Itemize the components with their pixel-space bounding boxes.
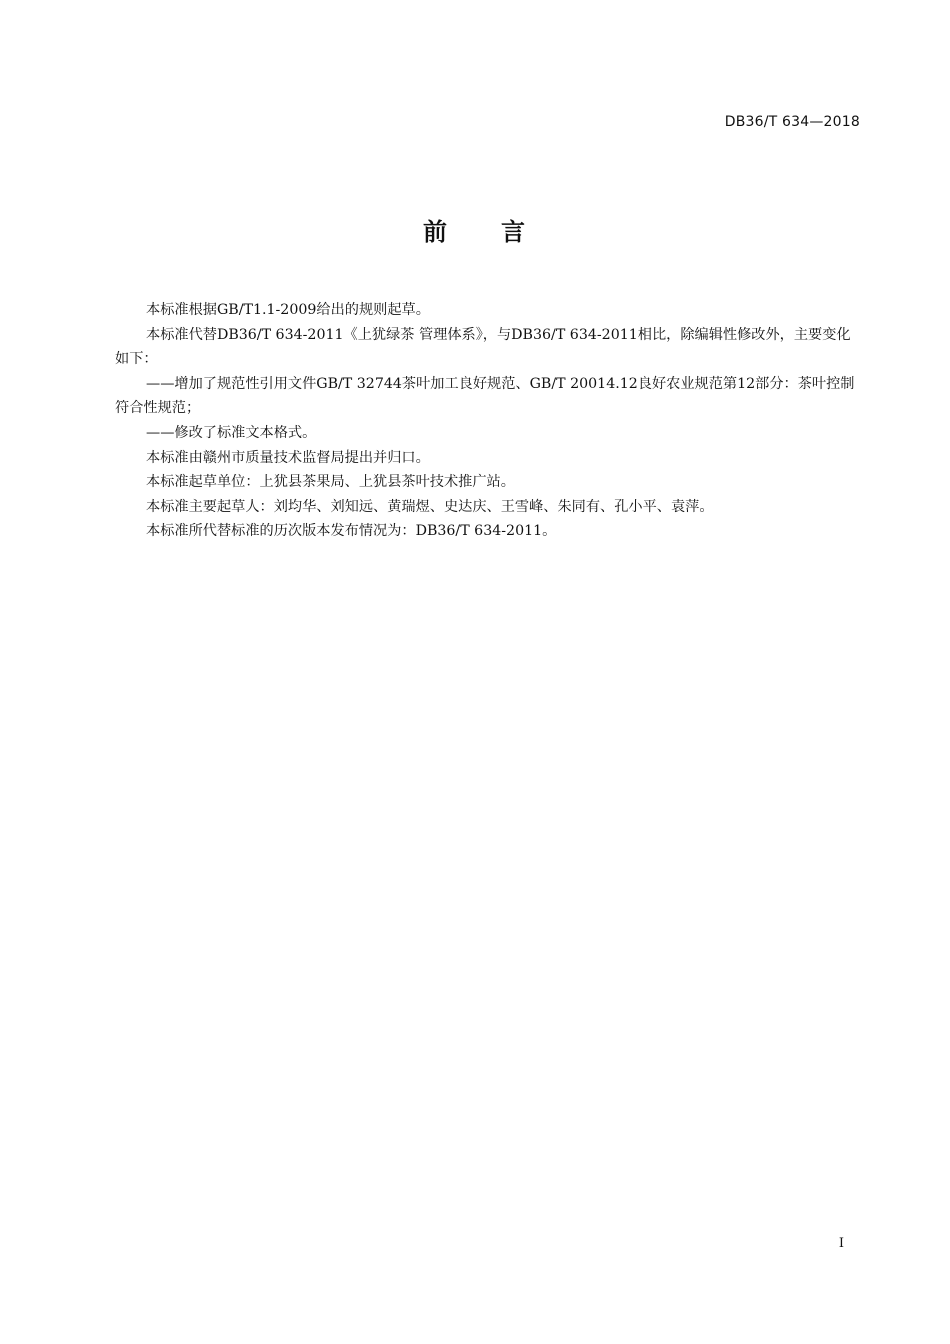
- paragraph-drafting-rules: 本标准根据GB/T1.1-2009给出的规则起草。: [146, 302, 430, 318]
- foreword-body: [115, 298, 860, 544]
- paragraph-drafters: 本标准主要起草人：刘均华、刘知远、黄瑞煜、史达庆、王雪峰、朱同有、孔小平、袁萍。: [146, 498, 714, 515]
- paragraph-version-history: 本标准所代替标准的历次版本发布情况为：DB36/T 634-2011。: [146, 523, 557, 540]
- paragraph-change-format: ——修改了标准文本格式。: [146, 424, 317, 441]
- paragraph-proposed-by: 本标准由赣州市质量技术监督局提出并归口。: [146, 449, 430, 466]
- paragraph-replaces: 本标准代替DB36/T 634-2011《上犹绿茶 管理体系》，与DB36/T 634-2011相比，除编辑性修改外，主要变化如下：: [115, 326, 851, 368]
- page-number: I: [838, 1236, 844, 1251]
- title-char-2: 言: [501, 218, 527, 246]
- document-code: DB36/T 634—2018: [724, 114, 860, 130]
- paragraph-change-added-references: ——增加了规范性引用文件GB/T 32744茶叶加工良好规范、GB/T 20014.12良好农业规范第12部分：茶叶控制符合性规范；: [115, 375, 855, 417]
- page-title: [0, 212, 950, 247]
- paragraph-drafting-units: 本标准起草单位：上犹县茶果局、上犹县茶叶技术推广站。: [146, 474, 515, 491]
- title-char-1: 前: [423, 218, 449, 246]
